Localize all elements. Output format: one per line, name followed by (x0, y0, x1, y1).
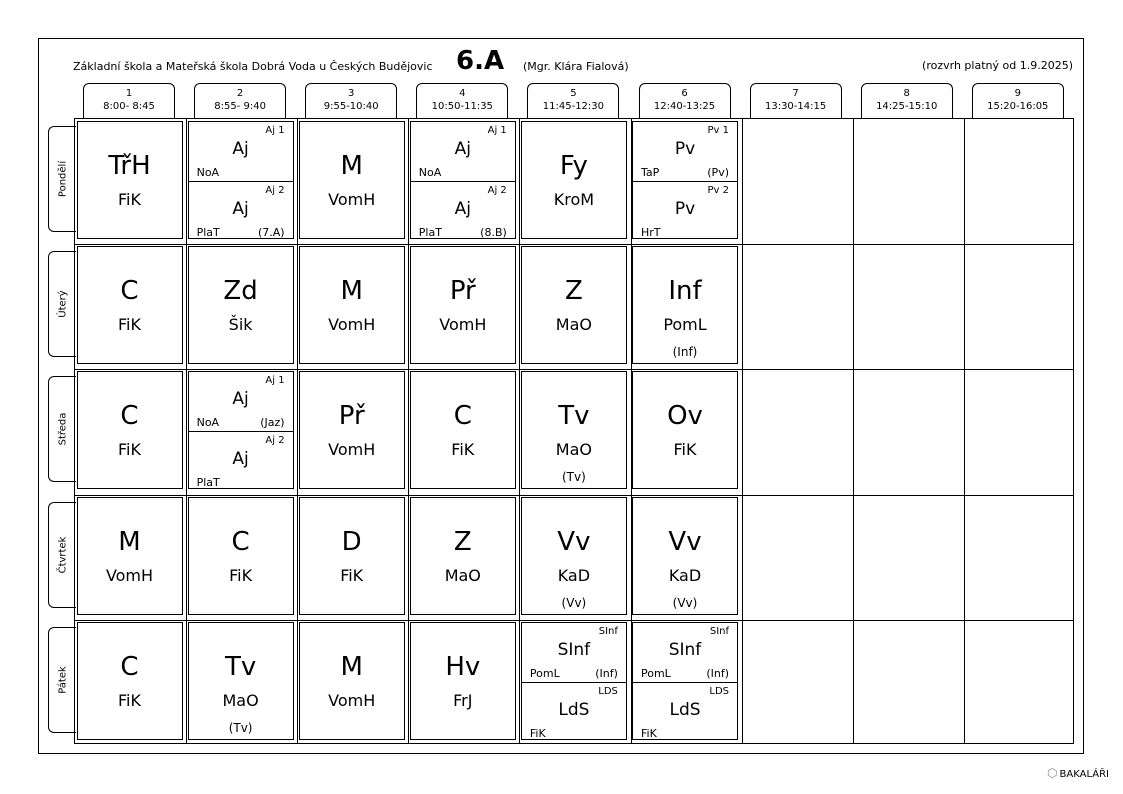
lesson-cell (521, 497, 627, 615)
lesson-group (633, 122, 737, 181)
class-name: 6.A (456, 46, 505, 76)
period-header-9 (972, 83, 1064, 119)
teacher-code: PomL (641, 666, 671, 680)
lesson-group (411, 122, 515, 181)
teacher-code: MaO (222, 690, 259, 710)
subject: Aj (232, 389, 249, 410)
period-time: 13:30-14:15 (764, 101, 827, 112)
subject: Aj (232, 199, 249, 219)
day-label-1 (48, 126, 76, 232)
teacher-code: FrJ (453, 690, 473, 710)
teacher-code: PomL (663, 315, 707, 335)
teacher-code: PomL (529, 666, 560, 680)
lesson-group (633, 682, 737, 742)
subject: LdS (558, 699, 590, 720)
subject: Aj (454, 139, 471, 159)
subject: Tv (558, 401, 590, 432)
subject: SInf (668, 639, 702, 660)
subject: Z (564, 276, 583, 307)
period-number: 2 (236, 88, 244, 99)
lesson-group (189, 122, 293, 181)
teacher-code: Šik (228, 315, 253, 335)
lesson-cell (77, 246, 183, 364)
logo-text: BAKALÁŘI (1059, 769, 1109, 780)
grid-row-divider (75, 369, 1073, 370)
grid-column-divider (964, 119, 965, 743)
teacher-code: PlaT (196, 226, 220, 239)
lesson-cell (299, 497, 405, 615)
teacher-code: FiK (229, 565, 253, 585)
teacher-code: MaO (444, 565, 481, 585)
teacher-code: MaO (555, 440, 592, 460)
teacher-code: VomH (105, 565, 154, 585)
subject: LdS (669, 699, 701, 720)
lesson-group (189, 181, 293, 241)
teacher-code: KaD (557, 565, 591, 585)
lesson-cell (632, 246, 738, 364)
subject: Tv (224, 651, 257, 682)
lesson-cell (410, 246, 516, 364)
class-teacher: (Mgr. Klára Fialová) (523, 60, 629, 73)
lesson-cell (77, 497, 183, 615)
day-label-2 (48, 251, 76, 357)
teacher-code: FiK (529, 726, 546, 740)
day-label-4 (48, 502, 76, 608)
period-header-3 (305, 83, 397, 119)
subject: TřH (108, 151, 151, 181)
teacher-code: PlaT (196, 476, 220, 490)
period-number: 3 (348, 88, 355, 99)
room: (Jaz) (260, 416, 285, 430)
teacher-code: FiK (673, 440, 697, 460)
group-label: Aj 2 (265, 435, 285, 447)
room: (Tv) (561, 470, 586, 485)
grid-column-divider (742, 119, 743, 743)
group-label: SInf (709, 625, 729, 637)
lesson-cell (188, 371, 294, 489)
lesson-cell (77, 371, 183, 489)
subject: Pv (674, 139, 696, 159)
lesson-cell (299, 121, 405, 239)
subject: C (120, 651, 139, 682)
lesson-cell (632, 371, 738, 489)
subject: Hv (445, 651, 481, 682)
room: (Vv) (672, 595, 698, 610)
teacher-code: NoA (196, 416, 220, 430)
lesson-cell (299, 622, 405, 740)
grid-row-divider (75, 620, 1073, 621)
period-header-4 (416, 83, 508, 119)
bakalari-logo (1047, 766, 1109, 780)
subject: Pv (674, 199, 696, 219)
grid-column-divider (853, 119, 854, 743)
subject: Z (453, 526, 472, 557)
bakalari-logo-icon: ⬡ (1047, 766, 1058, 780)
teacher-code: HrT (641, 226, 661, 239)
lesson-group (189, 431, 293, 491)
teacher-code: FiK (451, 440, 475, 460)
teacher-code: NoA (196, 166, 220, 179)
teacher-code: FiK (118, 440, 141, 460)
period-time: 14:25-15:10 (876, 101, 938, 112)
subject: Inf (668, 276, 702, 307)
room: (Inf) (672, 345, 698, 360)
lesson-cell (410, 622, 516, 740)
teacher-code: FiK (118, 190, 141, 209)
day-name: Úterý (57, 290, 68, 318)
subject: M (340, 151, 363, 181)
subject: C (120, 401, 139, 432)
day-name: Pondělí (57, 160, 68, 198)
period-number: 4 (459, 88, 466, 99)
room: (Vv) (561, 595, 587, 610)
subject: Vv (557, 526, 591, 557)
lesson-group (522, 682, 626, 742)
lesson-group (633, 181, 737, 241)
day-name: Pátek (57, 666, 68, 694)
teacher-code: VomH (439, 315, 487, 335)
subject: Př (338, 401, 365, 432)
group-label: Aj 1 (265, 125, 285, 136)
lesson-cell (77, 622, 183, 740)
period-header-2 (194, 83, 286, 119)
lesson-cell (632, 622, 738, 740)
group-label: Aj 2 (487, 185, 507, 196)
period-time: 15:20-16:05 (987, 101, 1049, 112)
subject: Fy (559, 151, 588, 181)
room: (Pv) (707, 166, 729, 179)
lesson-cell (188, 622, 294, 740)
lesson-cell (521, 246, 627, 364)
lesson-cell (410, 371, 516, 489)
period-header-8 (861, 83, 953, 119)
grid-row-divider (75, 495, 1073, 496)
subject: Aj (232, 449, 249, 470)
period-header-1 (83, 83, 175, 119)
lesson-cell (521, 371, 627, 489)
room: (Inf) (706, 666, 729, 680)
lesson-cell (188, 121, 294, 239)
room: (8.B) (480, 226, 507, 239)
subject: C (453, 401, 472, 432)
teacher-code: FiK (118, 690, 141, 710)
teacher-code: FiK (340, 565, 364, 585)
group-label: Aj 1 (487, 125, 507, 136)
teacher-code: KroM (553, 190, 595, 209)
subject: D (341, 526, 362, 557)
teacher-code: MaO (555, 315, 592, 335)
subject: SInf (557, 639, 591, 660)
subject: M (118, 526, 141, 557)
lesson-cell (632, 121, 738, 239)
period-header-6 (639, 83, 731, 119)
lesson-group (522, 623, 626, 682)
lesson-cell (632, 497, 738, 615)
period-number: 7 (792, 88, 799, 99)
teacher-code: TaP (641, 166, 660, 179)
period-time: 9:55-10:40 (323, 101, 379, 112)
lesson-cell (77, 121, 183, 239)
lesson-group (411, 181, 515, 241)
teacher-code: VomH (328, 315, 376, 335)
lesson-group (189, 372, 293, 431)
lesson-cell (299, 371, 405, 489)
subject: C (231, 526, 250, 557)
room: (Inf) (595, 666, 618, 680)
group-label: LDS (709, 685, 729, 697)
subject: Aj (454, 199, 471, 219)
lesson-cell (410, 497, 516, 615)
grid-row-divider (75, 244, 1073, 245)
teacher-code: PlaT (418, 226, 442, 239)
teacher-code: NoA (418, 166, 442, 179)
teacher-code: VomH (328, 690, 376, 710)
teacher-code: KaD (668, 565, 702, 585)
group-label: Pv 1 (707, 125, 729, 136)
period-time: 8:00- 8:45 (103, 101, 155, 112)
teacher-code: FiK (641, 726, 657, 740)
lesson-cell (521, 622, 627, 740)
period-header-7 (750, 83, 842, 119)
lesson-cell (410, 121, 516, 239)
group-label: LDS (598, 685, 618, 697)
period-number: 5 (570, 88, 577, 99)
group-label: Pv 2 (707, 185, 729, 196)
period-time: 11:45-12:30 (542, 101, 605, 112)
day-name: Čtvrtek (57, 536, 68, 573)
period-number: 8 (903, 88, 910, 99)
group-label: SInf (598, 625, 618, 637)
subject: C (120, 276, 139, 307)
subject: M (340, 276, 363, 307)
teacher-code: VomH (328, 190, 376, 209)
subject: Zd (223, 276, 258, 307)
teacher-code: FiK (118, 315, 141, 335)
group-label: Aj 2 (265, 185, 285, 196)
group-label: Aj 1 (265, 375, 285, 387)
day-label-5 (48, 627, 76, 733)
period-time: 10:50-11:35 (431, 101, 493, 112)
room: (Tv) (228, 720, 253, 735)
teacher-code: VomH (328, 440, 376, 460)
period-time: 12:40-13:25 (653, 101, 716, 112)
school-name: Základní škola a Mateřská škola Dobrá Voda u Českých Budějovic (73, 60, 433, 73)
lesson-group (633, 623, 737, 682)
period-number: 6 (681, 88, 688, 99)
day-name: Středa (57, 412, 68, 446)
lesson-cell (521, 121, 627, 239)
day-label-3 (48, 376, 76, 482)
lesson-cell (188, 246, 294, 364)
period-number: 1 (125, 88, 133, 99)
validity-note: (rozvrh platný od 1.9.2025) (922, 59, 1073, 72)
lesson-cell (188, 497, 294, 615)
subject: Aj (232, 139, 249, 159)
subject: M (340, 651, 363, 682)
period-number: 9 (1014, 88, 1021, 99)
subject: Vv (668, 526, 702, 557)
period-header-5 (527, 83, 619, 119)
room: (7.A) (257, 226, 285, 239)
subject: Př (449, 276, 476, 307)
period-time: 8:55- 9:40 (214, 101, 266, 112)
lesson-cell (299, 246, 405, 364)
subject: Ov (667, 401, 703, 432)
